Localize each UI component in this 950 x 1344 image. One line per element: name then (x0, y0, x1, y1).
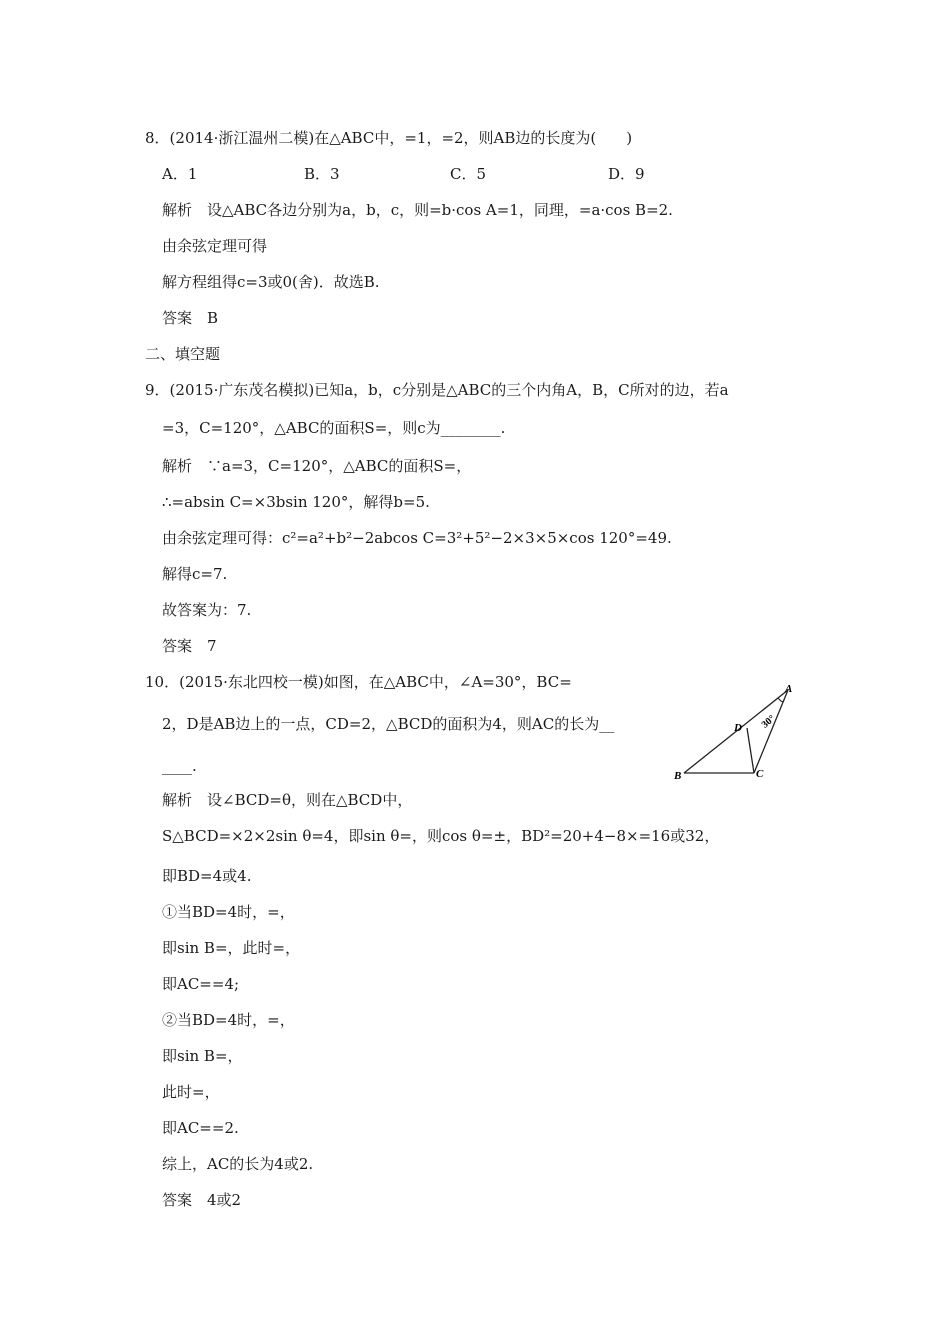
q10-line8: 此时=， (162, 1083, 220, 1101)
q10-line9: 即AC==2. (162, 1119, 239, 1137)
q9-line2: ∴=absin C=×3bsin 120°，解得b=5. (162, 493, 430, 511)
q8-option-d: D．9 (608, 165, 645, 183)
q9-line5: 故答案为：7. (162, 601, 252, 619)
q10-line3: ①当BD=4时，=， (162, 903, 295, 921)
q9-stem-1: 9．(2015·广东茂名模拟)已知a，b，c分别是△ABC的三个内角A，B，C所对的边，若a (145, 381, 729, 399)
q8-line3: 解方程组得c=3或0(舍)．故选B. (162, 273, 380, 291)
q10-line7: 即sin B=， (162, 1047, 243, 1065)
q8-answer: 答案 B (162, 309, 219, 327)
side-ca (754, 690, 788, 773)
q10-answer: 答案 4或2 (162, 1191, 242, 1209)
angle-arc (778, 698, 784, 702)
q9-answer: 答案 7 (162, 637, 217, 655)
section-heading: 二、填空题 (145, 345, 221, 363)
label-a: A (785, 683, 793, 695)
q8-line2: 由余弦定理可得 (162, 237, 268, 255)
q10-stem-3: ____. (162, 757, 197, 775)
q10-line2: 即BD=4或4. (162, 867, 252, 885)
q8-option-a: A．1 (162, 165, 198, 183)
q10-line1: S△BCD=×2×2sin θ=4，即sin θ=，则cos θ=±，BD²=20+4−8×=16或32， (162, 827, 720, 845)
q8-option-b: B．3 (304, 165, 340, 183)
triangle-figure (672, 680, 807, 784)
angle-label: 30° (759, 713, 778, 731)
q9-analysis: 解析 ∵a=3，C=120°，△ABC的面积S=， (162, 457, 472, 475)
segment-cd (747, 728, 754, 773)
q8-analysis: 解析 设△ABC各边分别为a，b，c，则=b·cos A=1，同理，=a·cos B=2. (162, 201, 673, 219)
triangle-diagram (672, 680, 807, 784)
q10-analysis: 解析 设∠BCD=θ，则在△BCD中， (162, 791, 413, 809)
label-c: C (756, 768, 764, 780)
q8-option-c: C．5 (450, 165, 487, 183)
q9-stem-2: =3，C=120°，△ABC的面积S=，则c为________. (162, 419, 506, 437)
q10-stem-2: 2，D是AB边上的一点，CD=2，△BCD的面积为4，则AC的长为__ (162, 715, 615, 733)
label-b: B (674, 770, 682, 782)
q9-line4: 解得c=7. (162, 565, 228, 583)
q9-line3: 由余弦定理可得：c²=a²+b²−2abcos C=3²+5²−2×3×5×cos 120°=49. (162, 529, 672, 547)
q8-stem: 8．(2014·浙江温州二模)在△ABC中，=1，=2，则AB边的长度为( ) (145, 129, 633, 147)
q10-stem-1: 10．(2015·东北四校一模)如图，在△ABC中，∠A=30°，BC= (145, 673, 572, 691)
q10-line4: 即sin B=，此时=， (162, 939, 301, 957)
q10-line6: ②当BD=4时，=， (162, 1011, 295, 1029)
q10-line5: 即AC==4; (162, 975, 240, 993)
label-d: D (734, 722, 742, 734)
q10-line10: 综上，AC的长为4或2. (162, 1155, 314, 1173)
